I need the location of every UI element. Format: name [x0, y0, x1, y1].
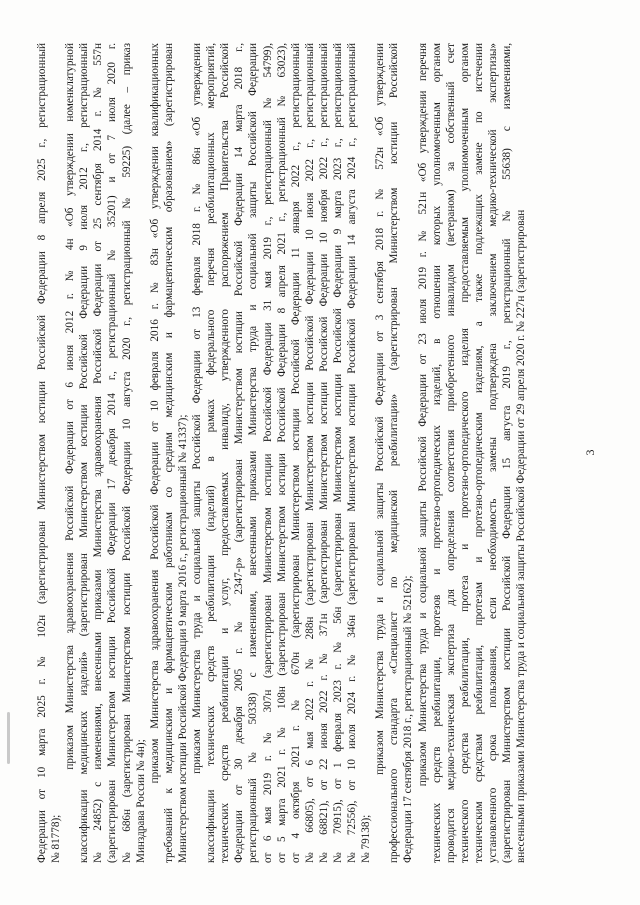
text-line: № 686н (зарегистрирован Министерством юстиции Российской Федерации 10 августа 2020 г., регистрационный № 59225) (далее – приказ — [120, 43, 133, 863]
text-line: от 4 октября 2021 г. № 670н (зарегистрирован Министерством юстиции Российской Федерации 11 января 2022 г., регистрационный — [289, 43, 302, 863]
text-line: № 70915), от 1 февраля 2023 г. № 56н (зарегистрирован Министерством юстиции Российской Федерации 9 марта 2023 г., регистрационный — [331, 43, 344, 863]
text-line: классификации технических средств реабилитации (изделий) в рамках федерального перечня реабилитационных мероприятий, — [205, 43, 218, 863]
text-line: № 81778); — [50, 814, 63, 863]
text-line: Минздрава России № 4н); — [134, 739, 147, 863]
text-line: приказом Министерства здравоохранения Российской Федерации от 6 июня 2012 г. № 4н «Об утверждении номенклатурной — [64, 43, 77, 863]
text-line: приказом Министерства здравоохранения Российской Федерации от 10 февраля 2016 г. № 83н «Об утверждении квалификационных — [148, 43, 161, 863]
text-line: техническим средствам реабилитации, протезам и протезно-ортопедическим изделиям, а также подлежащих замене по истечении — [472, 43, 485, 863]
text-line: требований к медицинским и фармацевтическим работникам со средним медицинским и фармацевтическим образованием» (зарегистрирован — [162, 43, 175, 863]
document-text-body — [35, 43, 528, 863]
text-line: профессионального стандарта «Специалист по медицинской реабилитации» (зарегистрирован Министерством юстиции Российской — [388, 43, 401, 863]
text-line: приказом Министерства труда и социальной защиты Российской Федерации от 13 февраля 2018 г. № 86н «Об утверждении — [191, 43, 204, 863]
text-line: приказом Министерства труда и социальной защиты Российской Федерации от 3 сентября 2018 г. № 572н «Об утверждении — [374, 43, 387, 863]
text-line: классификации медицинских изделий» (зарегистрирован Министерством юстиции Российской Федерации 9 июля 2012 г., регистрационный — [78, 43, 91, 863]
text-line: приказом Министерства труда и социальной защиты Российской Федерации от 23 июля 2019 г. № 521н «Об утверждении перечня — [416, 43, 429, 863]
text-line: № 72556), от 10 июля 2024 г. № 346н (зарегистрирован Министерством юстиции Российской Федерации 14 августа 2024 г., регистрационный — [346, 43, 359, 863]
text-line: проводится медико-техническая экспертиза для определения соответствия приобретенного инвалидом (ветераном) за собственный счет — [444, 43, 457, 863]
text-line: (зарегистрирован Министерством юстиции Российской Федерации 17 декабря 2014 г., регистрационный № 35201) и от 7 июля 2020 г. — [106, 43, 119, 863]
page-number: 3 — [583, 449, 597, 456]
text-line: № 66805), от 6 мая 2022 г. № 288н (зарегистрирован Министерством юстиции Российской Федерации 10 июня 2022 г., регистрационный — [303, 43, 316, 863]
text-line: № 68821), от 22 июня 2022 г. № 371н (зарегистрирован Министерством юстиции Российской Федерации 10 ноября 2022 г., регистрационный — [317, 43, 330, 863]
text-line: технических средств реабилитации и услуг, предоставляемых инвалиду, утвержденного распоряжением Правительства Российской — [219, 43, 232, 863]
text-line: № 79138); — [360, 814, 373, 863]
text-line: № 24852) с изменениями, внесенными приказами Министерства здравоохранения Российской Федерации от 25 сентября 2014 г. № 557н — [92, 43, 105, 863]
text-line: от 5 марта 2021 г. № 108н (зарегистрирован Министерством юстиции Российской Федерации 8 апреля 2021 г., регистрационный № 63023), — [275, 43, 288, 863]
text-line: установленного срока пользования, если необходимость замены подтверждена заключением медико-технической экспертизы» — [487, 43, 499, 863]
text-line: Министерством юстиции Российской Федерации 9 марта 2016 г., регистрационный № 41337); — [176, 414, 189, 863]
text-line: Федерации от 10 марта 2025 г. № 102н (зарегистрирован Министерством юстиции Российской Федерации 8 апреля 2025 г., регистрационный — [36, 43, 48, 863]
text-line: технического средства реабилитации, протеза и протезно-ортопедического изделия предоставляемым уполномоченным органом — [458, 43, 471, 863]
text-line: от 6 мая 2019 г. № 307н (зарегистрирован Министерством юстиции Российской Федерации 31 мая 2019 г., регистрационный № 54799), — [261, 43, 274, 863]
text-line: технических средств реабилитации, протезов и протезно-ортопедических изделий, в отношении которых уполномоченным органом — [430, 43, 443, 863]
text-line: (зарегистрирован Министерством юстиции Российской Федерации 15 августа 2019 г., регистрационный № 55638) с изменениями, — [501, 43, 514, 863]
text-line: внесенными приказами Министерства труда и социальной защиты Российской Федерации от 29 апреля 2020 г. № 227н (зарегистрирован — [515, 209, 528, 863]
text-line: Федерации от 30 декабря 2005 г. № 2347-р» (зарегистрирован Министерством юстиции Российской Федерации 14 марта 2018 г., — [233, 43, 246, 863]
text-line: Федерации 17 сентября 2018 г., регистрационный № 52162); — [402, 575, 415, 863]
text-line: регистрационный № 50338) с изменениями, внесенными приказами Министерства труда и социальной защиты Российской Федерации — [247, 43, 260, 863]
